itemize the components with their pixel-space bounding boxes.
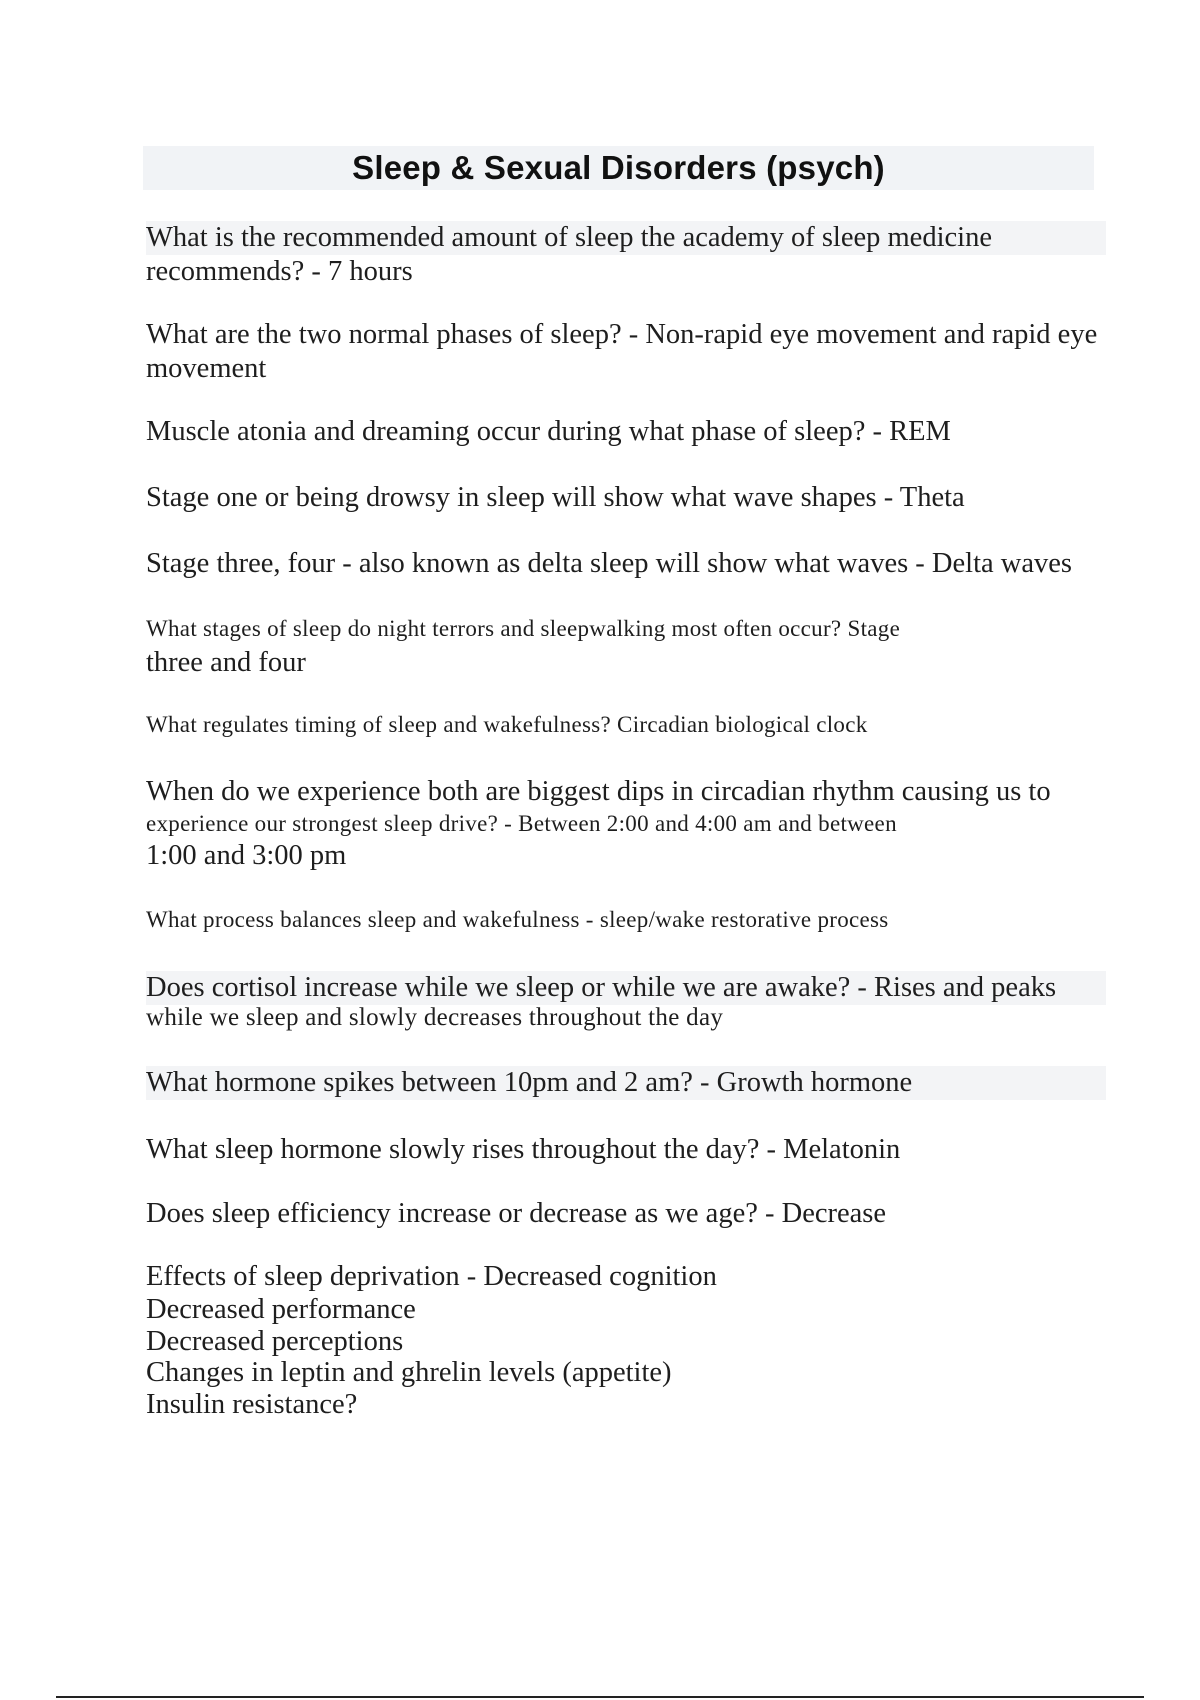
qa-item [146, 547, 1106, 581]
qa-line: When do we experience both are biggest dips in circadian rhythm causing us to [146, 776, 1051, 807]
qa-item [146, 775, 1106, 873]
qa-line: Does cortisol increase while we sleep or while we are awake? - Rises and peaks [146, 971, 1106, 1005]
qa-line: Changes in leptin and ghrelin levels (appetite) [146, 1357, 672, 1388]
qa-line: Stage three, four - also known as delta sleep will show what waves - Delta waves [146, 548, 1072, 579]
qa-item [146, 318, 1106, 386]
qa-line: What stages of sleep do night terrors and sleepwalking most often occur? Stage [146, 616, 901, 641]
footer-divider [56, 1696, 1144, 1698]
qa-item [146, 1133, 1106, 1167]
qa-line: Stage one or being drowsy in sleep will show what wave shapes - Theta [146, 482, 965, 513]
qa-item [146, 481, 1106, 515]
qa-line: Decreased perceptions [146, 1326, 404, 1357]
qa-item [146, 710, 1106, 740]
title-bar [143, 146, 1094, 190]
qa-line: Muscle atonia and dreaming occur during what phase of sleep? - REM [146, 416, 951, 447]
qa-line: What are the two normal phases of sleep? - Non-rapid eye movement and rapid eye [146, 319, 1098, 350]
qa-line: three and four [146, 647, 306, 678]
qa-item [146, 612, 1106, 680]
qa-item [146, 1197, 1106, 1231]
qa-line: What regulates timing of sleep and wakefulness? Circadian biological clock [146, 712, 868, 737]
qa-line: What hormone spikes between 10pm and 2 am? - Growth hormone [146, 1066, 1106, 1100]
qa-item [146, 905, 1106, 935]
qa-line: Effects of sleep deprivation - Decreased cognition [146, 1261, 717, 1292]
qa-line: What sleep hormone slowly rises throughout the day? - Melatonin [146, 1134, 901, 1165]
qa-line: recommends? - 7 hours [146, 256, 413, 287]
qa-item [146, 971, 1106, 1031]
qa-item [146, 221, 1106, 289]
qa-line: Decreased performance [146, 1294, 416, 1325]
qa-item [146, 1066, 1106, 1100]
qa-item [146, 415, 1106, 449]
qa-item [146, 1260, 1106, 1421]
qa-line: while we sleep and slowly decreases throughout the day [146, 1004, 724, 1031]
qa-line: movement [146, 353, 267, 384]
qa-line: Insulin resistance? [146, 1389, 358, 1420]
qa-line: What process balances sleep and wakefulness - sleep/wake restorative process [146, 907, 889, 932]
qa-line: experience our strongest sleep drive? - Between 2:00 and 4:00 am and between [146, 811, 897, 836]
qa-line: 1:00 and 3:00 pm [146, 840, 347, 871]
page-title: Sleep & Sexual Disorders (psych) [352, 149, 885, 186]
qa-line: What is the recommended amount of sleep the academy of sleep medicine [146, 221, 1106, 255]
qa-line: Does sleep efficiency increase or decrease as we age? - Decrease [146, 1198, 887, 1229]
